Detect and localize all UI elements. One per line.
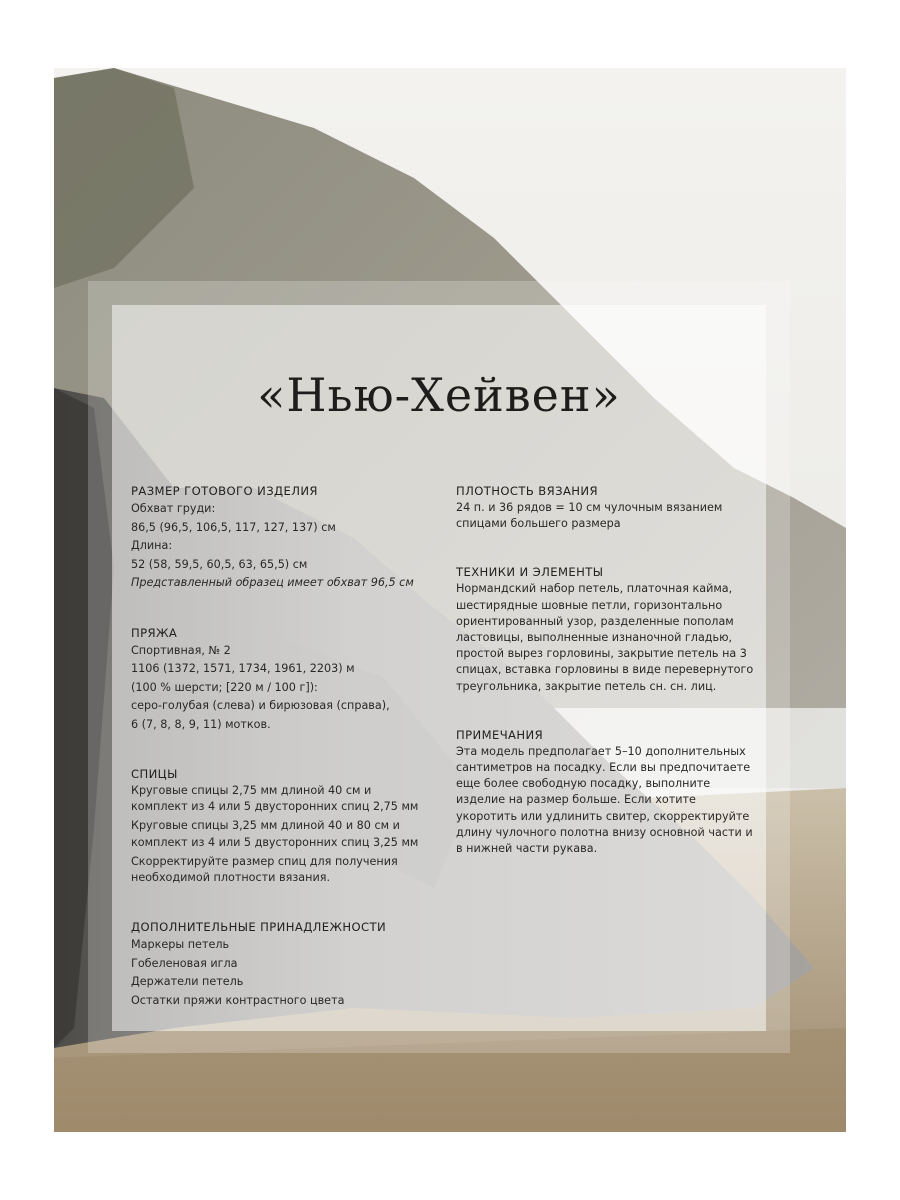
notions-item: Держатели петель xyxy=(131,975,244,989)
techniques-text: Нормандский набор петель, платочная кайма, шестирядные шовные петли, горизонтально ориентированный узор, разделенные пополам ластовицы, выполненные изнаночной гладью, простой вырез горловины, закрытие петель на 3 спицах, вставка горловины в виде перевернутого треугольника, закрытие петель сн. сн. лиц. xyxy=(456,582,754,693)
notes-section xyxy=(456,726,756,857)
needles-item: Круговые спицы 2,75 мм длиной 40 см и комплект из 4 или 5 двусторонних спиц 2,75 мм xyxy=(131,784,419,814)
needles-section xyxy=(131,765,431,886)
length-values: 52 (58, 59,5, 60,5, 63, 65,5) см xyxy=(131,557,308,571)
sample-note: Представленный образец имеет обхват 96,5 см xyxy=(131,576,414,589)
yarn-line: (100 % шерсти; [220 м / 100 г]): xyxy=(131,680,318,694)
notions-item: Остатки пряжи контрастного цвета xyxy=(131,993,345,1007)
chest-label: Обхват груди: xyxy=(131,502,216,515)
techniques-heading: ТЕХНИКИ И ЭЛЕМЕНТЫ xyxy=(456,565,604,580)
left-column xyxy=(131,482,431,1041)
pattern-title: «Нью-Хейвен» xyxy=(257,368,621,422)
needles-item: Круговые спицы 3,25 мм длиной 40 и 80 см и комплект из 4 или 5 двусторонних спиц 3,25 мм xyxy=(131,819,419,849)
gauge-heading: ПЛОТНОСТЬ ВЯЗАНИЯ xyxy=(456,484,598,498)
notions-item: Маркеры петель xyxy=(131,938,230,952)
notions-heading: ДОПОЛНИТЕЛЬНЫЕ ПРИНАДЛЕЖНОСТИ xyxy=(131,920,387,935)
size-heading: РАЗМЕР ГОТОВОГО ИЗДЕЛИЯ xyxy=(131,484,318,498)
needles-item: Скорректируйте размер спиц для получения необходимой плотности вязания. xyxy=(131,854,398,885)
yarn-line: 1106 (1372, 1571, 1734, 1961, 2203) м xyxy=(131,662,355,675)
notions-section xyxy=(131,918,431,1010)
right-column xyxy=(456,482,756,888)
gauge-section xyxy=(456,482,756,532)
notes-text: Эта модель предполагает 5–10 дополнительных сантиметров на посадку. Если вы предпочитаете еще более свободную посадку, выполните изделие на размер больше. Если хотите укоротить или удлинить свитер, скорректируйте длину чулочного полотна внизу основной части и в нижней части рукава. xyxy=(456,744,753,856)
chest-values: 86,5 (96,5, 106,5, 117, 127, 137) см xyxy=(131,520,336,534)
yarn-line: Спортивная, № 2 xyxy=(131,643,231,657)
notes-heading: ПРИМЕЧАНИЯ xyxy=(456,727,544,742)
techniques-section xyxy=(456,563,756,694)
length-label: Длина: xyxy=(131,539,173,552)
needles-heading: СПИЦЫ xyxy=(131,767,178,781)
size-section xyxy=(131,482,431,593)
yarn-heading: ПРЯЖА xyxy=(131,625,178,640)
gauge-text: 24 п. и 36 рядов = 10 см чулочным вязанием спицами большего размера xyxy=(456,501,723,531)
notions-item: Гобеленовая игла xyxy=(131,956,238,970)
yarn-section xyxy=(131,624,431,735)
yarn-line: 6 (7, 8, 8, 9, 11) мотков. xyxy=(131,717,271,731)
yarn-line: серо-голубая (слева) и бирюзовая (справа), xyxy=(131,699,390,712)
